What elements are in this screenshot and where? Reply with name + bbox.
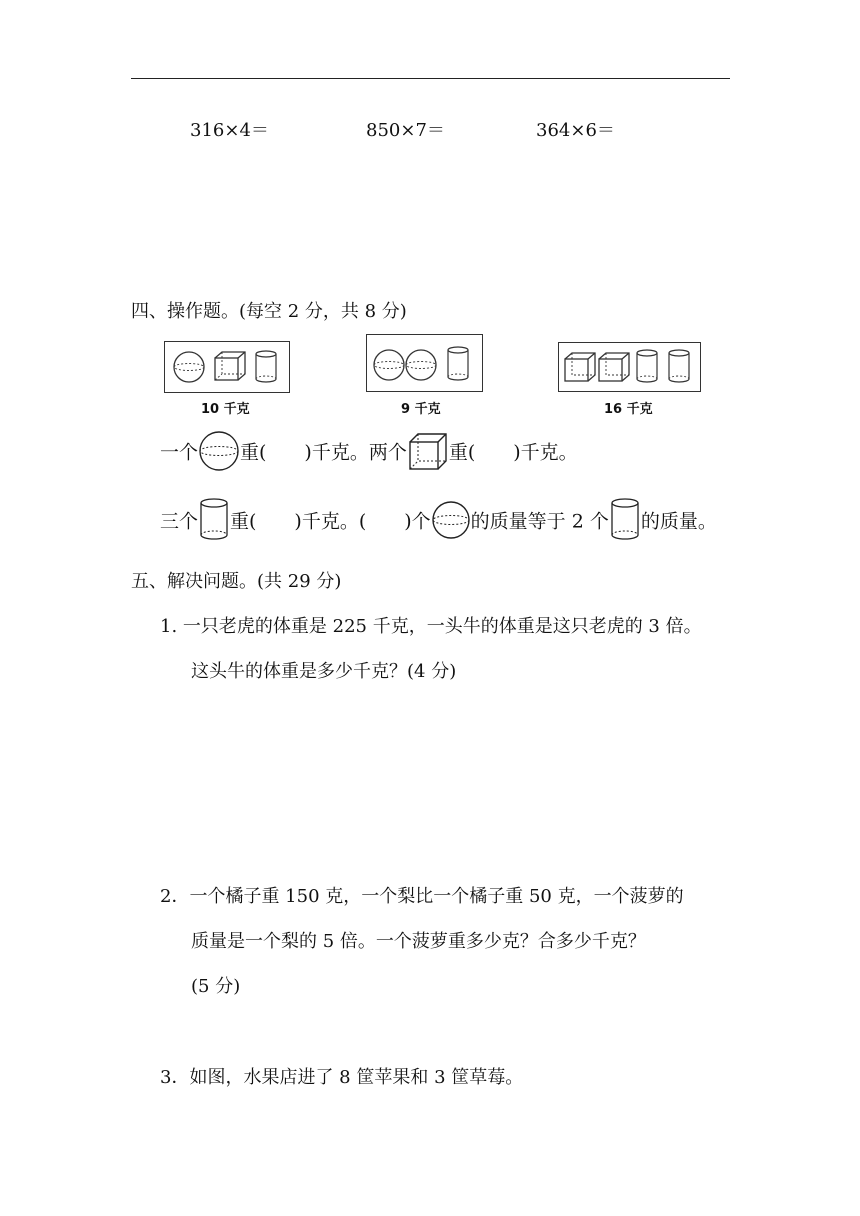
cube-icon [215,352,245,380]
problem-1-line-2: 这头牛的体重是多少千克？(4 分) [191,661,457,682]
cylinder-icon [448,347,468,380]
top-rule [131,78,730,79]
cube-icon [407,431,449,471]
figure-3-label: 16 千克 [604,402,653,417]
sphere-icon [406,350,436,380]
problem-2-line-1: 2．一个橘子重 150 克，一个梨比一个橘子重 50 克，一个菠萝的 [160,886,684,907]
cylinder-icon [256,351,276,382]
q1-mid: 重( )千克。两个 [240,441,407,464]
figure-3 [558,342,701,392]
cube-icon [565,353,595,381]
problem-3-line-1: 3．如图，水果店进了 8 筐苹果和 3 筐草莓。 [160,1067,524,1088]
figure-1 [164,341,290,393]
q1-suffix: 重( )千克。 [448,441,578,464]
calc-3: 364×6＝ [536,120,615,141]
q2-prefix: 三个 [160,510,199,533]
calc-2: 850×7＝ [366,120,445,141]
calc-1: 316×4＝ [190,120,269,141]
problem-1-line-1: 1. 一只老虎的体重是 225 千克，一头牛的体重是这只老虎的 3 倍。 [160,616,702,637]
q1-prefix: 一个 [160,441,199,464]
problem-2-line-2: 质量是一个梨的 5 倍。一个菠萝重多少克？合多少千克？ [191,931,646,952]
q2-suffix: 的质量。 [640,510,717,533]
section4-question-1 [160,430,578,474]
figure-2-label: 9 千克 [401,402,441,417]
cylinder-icon [637,350,657,382]
q2-mid: 重( )千克。( )个 [230,510,431,533]
figure-1-label: 10 千克 [201,402,250,417]
cylinder-icon [198,497,230,543]
problem-2-line-3: (5 分) [191,976,241,997]
section5-heading: 五、解决问题。(共 29 分) [131,571,342,592]
sphere-icon [431,500,471,540]
section4-question-2 [160,497,717,543]
cylinder-icon [609,497,641,543]
sphere-icon [174,352,204,382]
cylinder-icon [669,350,689,382]
figure-2 [366,334,483,392]
cube-icon [599,353,629,381]
q2-mid2: 的质量等于 2 个 [470,510,609,533]
sphere-icon [374,350,404,380]
sphere-icon [198,430,240,472]
section4-heading: 四、操作题。(每空 2 分，共 8 分) [131,301,407,322]
